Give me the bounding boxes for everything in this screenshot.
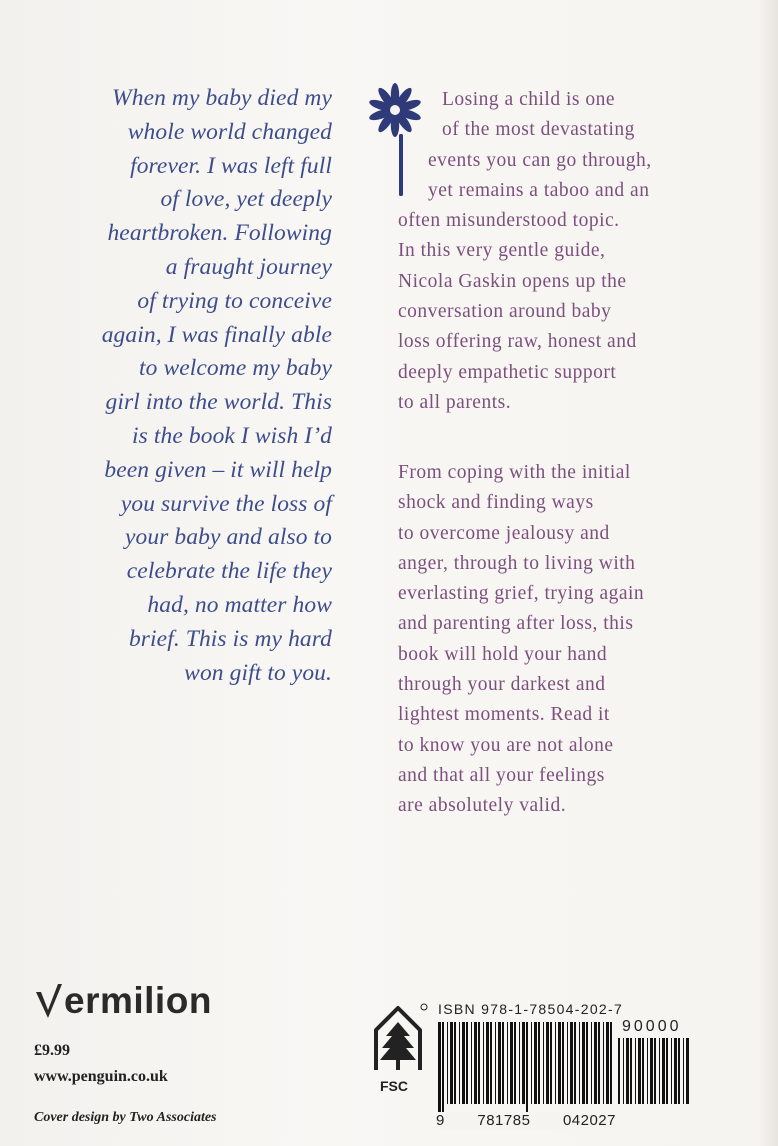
barcode-bar — [650, 1038, 653, 1104]
price: £9.99 — [34, 1042, 70, 1059]
barcode-bar — [502, 1022, 504, 1104]
barcode-bar — [454, 1022, 456, 1104]
fsc-label: FSC — [380, 1078, 408, 1094]
blurb-paragraph-1-line: to all parents. — [398, 391, 512, 413]
barcode-bar — [610, 1022, 612, 1104]
barcode-digit-group: 9 — [436, 1112, 445, 1129]
blurb-paragraph-2-line: shock and finding ways — [398, 492, 594, 514]
barcode-digit-group: 781785 — [477, 1112, 531, 1129]
barcode-bar — [447, 1022, 448, 1104]
blurb-paragraph-2-line: to know you are not alone — [398, 734, 614, 756]
barcode-bar — [514, 1022, 516, 1104]
barcode-bar — [591, 1022, 592, 1104]
quote-line: celebrate the life they — [126, 558, 332, 585]
blurb-paragraph-2-line: to overcome jealousy and — [398, 522, 610, 544]
quote-line: girl into the world. This — [105, 389, 332, 416]
barcode-bar — [586, 1022, 588, 1104]
barcode-bar — [558, 1022, 561, 1104]
barcode-addon — [618, 1038, 690, 1118]
barcode-bar — [594, 1022, 597, 1104]
barcode-bar — [671, 1038, 672, 1104]
barcode-bar — [555, 1022, 556, 1104]
barcode-bar — [567, 1022, 568, 1104]
page-edge-shadow — [758, 0, 778, 1146]
barcode-bar — [674, 1038, 677, 1104]
quote-line: When my baby died my — [112, 85, 332, 111]
blurb-paragraph-1-line: Nicola Gaskin opens up the — [398, 270, 627, 292]
barcode-bar — [654, 1038, 656, 1104]
quote-line: whole world changed — [127, 118, 332, 145]
blurb-paragraph-2 — [398, 458, 644, 822]
quote-line: of love, yet deeply — [160, 186, 332, 213]
barcode-bar — [662, 1038, 665, 1104]
blurb-paragraph-1-line: yet remains a taboo and an — [428, 179, 650, 201]
blurb-paragraph-2-line: everlasting grief, trying again — [398, 583, 645, 605]
barcode-bar — [659, 1038, 660, 1104]
barcode-bar — [498, 1022, 501, 1104]
barcode-bar — [543, 1022, 544, 1104]
barcode-bar — [459, 1022, 460, 1104]
barcode-bar — [642, 1038, 644, 1104]
blurb-paragraph-1-line: conversation around baby — [398, 301, 612, 323]
quote-line: been given – it will help — [104, 456, 332, 483]
barcode-bar — [495, 1022, 496, 1104]
barcode-bar — [471, 1022, 472, 1104]
barcode-bar — [450, 1022, 453, 1104]
barcode-bar — [582, 1022, 585, 1104]
website-url: www.penguin.co.uk — [34, 1068, 168, 1085]
barcode-bar — [666, 1038, 668, 1104]
barcode-bar — [510, 1022, 513, 1104]
barcode-bar — [438, 1022, 441, 1118]
barcode-bar — [478, 1022, 480, 1104]
barcode-bar — [474, 1022, 477, 1104]
barcode-bar — [486, 1022, 489, 1104]
barcode-bar — [647, 1038, 648, 1104]
blurb-paragraph-1-line: often misunderstood topic. — [398, 210, 620, 232]
blurb-paragraph-1-line: Losing a child is one — [442, 89, 615, 110]
quote-line: is the book I wish I’d — [132, 422, 332, 449]
barcode-bar — [638, 1038, 641, 1104]
blurb-paragraph-2-line: anger, through to living with — [398, 552, 636, 574]
barcode-digit-group: 042027 — [562, 1112, 616, 1129]
blurb-paragraph-1-line: of the most devastating — [442, 119, 635, 141]
blurb-paragraph-2-line: lightest moments. Read it — [398, 704, 610, 726]
barcode-addon-digits: 90000 — [622, 1018, 682, 1035]
quote-line: you survive the loss of — [120, 490, 332, 517]
isbn: ISBN 978-1-78504-202-7 — [438, 1001, 624, 1017]
quote-line: a fraught journey — [165, 253, 332, 280]
barcode-bar — [683, 1038, 684, 1104]
barcode-bar — [562, 1022, 564, 1104]
barcode-bar — [546, 1022, 549, 1104]
barcode-bar — [635, 1038, 636, 1104]
blurb-paragraph-1 — [398, 85, 652, 418]
barcode-bar — [579, 1022, 580, 1104]
barcode-bar — [626, 1038, 629, 1104]
vermilion-v-logo-icon — [34, 982, 64, 1022]
blurb-paragraph-2-line: and that all your feelings — [398, 764, 605, 786]
barcode-bar — [442, 1022, 444, 1118]
barcode-bar — [462, 1022, 465, 1104]
barcode-bar — [483, 1022, 484, 1104]
publisher-name: ermilion — [64, 980, 212, 1021]
quote-line: forever. I was left full — [130, 152, 332, 179]
blurb-paragraph-2-line: and parenting after loss, this — [398, 613, 634, 635]
barcode-bar — [550, 1022, 552, 1104]
barcode-bar — [526, 1022, 528, 1118]
blurb-paragraph-1-line: loss offering raw, honest and — [398, 331, 637, 353]
barcode-bar — [598, 1022, 600, 1104]
quote-line: had, no matter how — [147, 591, 332, 618]
blurb-paragraph-2-line: book will hold your hand — [398, 643, 608, 665]
barcode-bar — [623, 1038, 624, 1104]
author-quote — [60, 82, 332, 690]
barcode-bar — [606, 1022, 609, 1104]
blurb-paragraph-2-line: From coping with the initial — [398, 462, 631, 483]
blurb-paragraph-1-line: events you can go through, — [428, 149, 652, 171]
barcode-bar — [678, 1038, 680, 1104]
quote-line: of trying to conceive — [137, 287, 332, 314]
barcode-bar — [507, 1022, 508, 1104]
barcode-bar — [519, 1022, 520, 1104]
quote-line: brief. This is my hard — [128, 625, 332, 652]
barcode-bar — [570, 1022, 573, 1104]
quote-line: again, I was finally able — [101, 321, 332, 348]
blurb-paragraph-1-line: In this very gentle guide, — [398, 240, 606, 262]
barcode-bar — [630, 1038, 632, 1104]
barcode-bar — [531, 1022, 532, 1104]
barcode — [438, 1022, 616, 1118]
blurb-paragraph-2-line: are absolutely valid. — [398, 795, 567, 817]
publisher-logo — [34, 980, 212, 1022]
quote-line: to welcome my baby — [138, 355, 332, 382]
barcode-bar — [618, 1038, 620, 1104]
barcode-digits — [436, 1112, 616, 1129]
quote-line: your baby and also to — [124, 524, 332, 551]
quote-line: won gift to you. — [184, 659, 332, 686]
barcode-bar — [466, 1022, 468, 1104]
blurb-paragraph-1-line: deeply empathetic support — [398, 361, 617, 383]
blurb-paragraph-2-line: through your darkest and — [398, 674, 606, 696]
barcode-bar — [574, 1022, 576, 1104]
barcode-bar — [686, 1038, 689, 1104]
barcode-bar — [538, 1022, 540, 1104]
barcode-bar — [522, 1022, 525, 1104]
barcode-bar — [490, 1022, 492, 1104]
cover-design-credit: Cover design by Two Associates — [34, 1110, 217, 1125]
quote-line: heartbroken. Following — [107, 220, 332, 247]
barcode-bar — [603, 1022, 604, 1104]
barcode-bar — [534, 1022, 537, 1104]
